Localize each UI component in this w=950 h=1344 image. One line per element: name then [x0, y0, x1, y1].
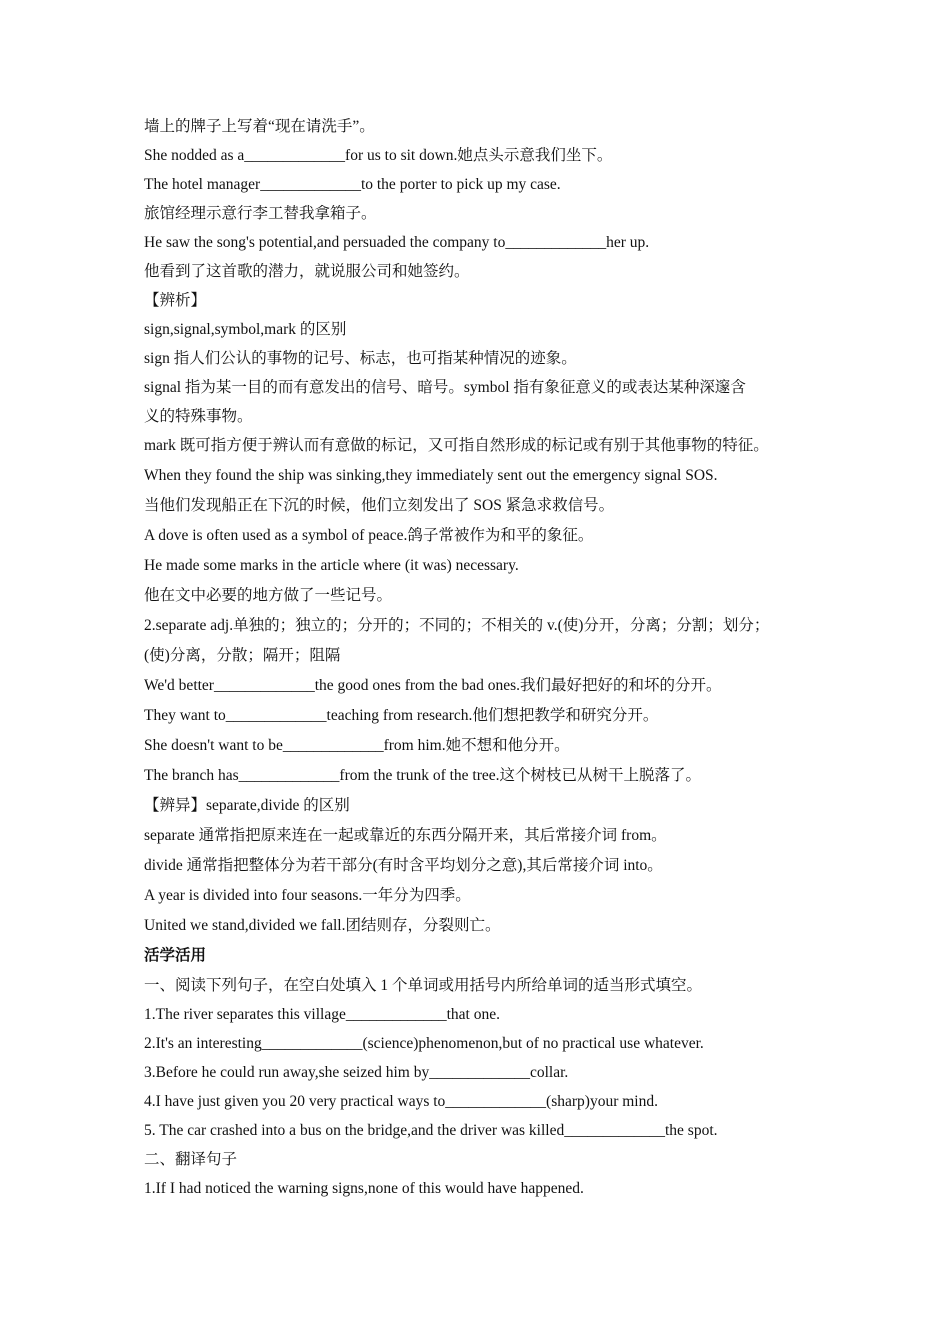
text-line-11: 义的特殊事物。 — [144, 408, 253, 425]
text-line-4: 旅馆经理示意行李工替我拿箱子。 — [144, 205, 377, 222]
exercise-instruction-2: 二、翻译句子 — [144, 1151, 238, 1168]
text-line-16: He made some marks in the article where (it was) necessary. — [144, 557, 519, 574]
text-line-14: 当他们发现船正在下沉的时候，他们立刻发出了 SOS 紧急求救信号。 — [144, 497, 615, 514]
text-line-22: She doesn't want to be_____________from him.她不想和他分开。 — [144, 737, 570, 754]
text-line-25: separate 通常指把原来连在一起或靠近的东西分隔开来，其后常接介词 from。 — [144, 827, 667, 844]
exercise-instruction-1: 一、阅读下列句子，在空白处填入 1 个单词或用括号内所给单词的适当形式填空。 — [144, 977, 703, 994]
text-line-3: The hotel manager_____________to the porter to pick up my case. — [144, 176, 561, 193]
exercise-item-5: 5. The car crashed into a bus on the bridge,and the driver was killed_____________the spot. — [144, 1122, 718, 1139]
document-page — [144, 112, 824, 1203]
text-line-27: A year is divided into four seasons.一年分为四季。 — [144, 887, 471, 904]
text-line-26: divide 通常指把整体分为若干部分(有时含平均划分之意),其后常接介词 into。 — [144, 857, 663, 874]
exercise-item-1: 1.The river separates this village_____________that one. — [144, 1006, 500, 1023]
text-line-8: sign,signal,symbol,mark 的区别 — [144, 321, 347, 338]
section-heading-bianyi: 【辨异】separate,divide 的区别 — [144, 797, 350, 814]
text-line-19: (使)分离，分散；隔开；阻隔 — [144, 647, 341, 664]
section-heading-bianxi: 【辨析】 — [144, 292, 207, 309]
text-line-5: He saw the song's potential,and persuaded the company to_____________her up. — [144, 234, 650, 251]
translation-item-1: 1.If I had noticed the warning signs,none of this would have happened. — [144, 1180, 584, 1197]
exercise-item-4: 4.I have just given you 20 very practical ways to_____________(sharp)your mind. — [144, 1093, 658, 1110]
section-heading-practice: 活学活用 — [144, 947, 207, 964]
exercise-item-2: 2.It's an interesting_____________(science)phenomenon,but of no practical use whatever. — [144, 1035, 704, 1052]
text-line-23: The branch has_____________from the trunk of the tree.这个树枝已从树干上脱落了。 — [144, 767, 702, 784]
text-line-28: United we stand,divided we fall.团结则存，分裂则亡。 — [144, 917, 501, 934]
text-line-1: 墙上的牌子上写着“现在请洗手”。 — [144, 118, 375, 135]
text-line-9: sign 指人们公认的事物的记号、标志，也可指某种情况的迹象。 — [144, 350, 577, 367]
text-line-21: They want to_____________teaching from research.他们想把教学和研究分开。 — [144, 707, 659, 724]
text-line-10: signal 指为某一目的而有意发出的信号、暗号。symbol 指有象征意义的或表达某种深邃含 — [144, 379, 746, 396]
text-line-18: 2.separate adj.单独的；独立的；分开的；不同的；不相关的 v.(使)分开，分离；分割；划分； — [144, 617, 770, 634]
text-line-13: When they found the ship was sinking,they immediately sent out the emergency signal SOS. — [144, 467, 718, 484]
text-line-6: 他看到了这首歌的潜力，就说服公司和她签约。 — [144, 263, 470, 280]
text-line-2: She nodded as a_____________for us to sit down.她点头示意我们坐下。 — [144, 147, 613, 164]
text-line-20: We'd better_____________the good ones from the bad ones.我们最好把好的和坏的分开。 — [144, 677, 722, 694]
text-line-17: 他在文中必要的地方做了一些记号。 — [144, 587, 393, 604]
text-line-15: A dove is often used as a symbol of peace.鸽子常被作为和平的象征。 — [144, 527, 594, 544]
text-line-12: mark 既可指方便于辨认而有意做的标记，又可指自然形成的标记或有别于其他事物的特征。 — [144, 437, 769, 454]
exercise-item-3: 3.Before he could run away,she seized him by_____________collar. — [144, 1064, 569, 1081]
